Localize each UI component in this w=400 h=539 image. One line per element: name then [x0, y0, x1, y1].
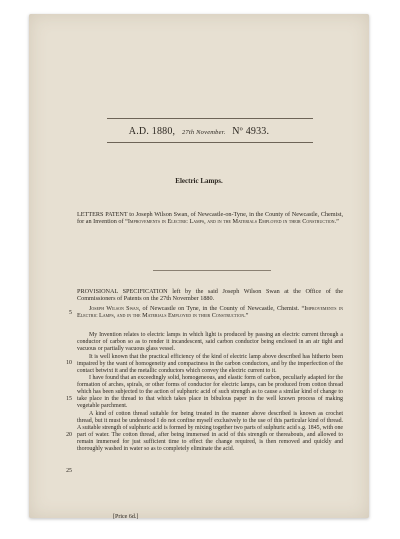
provisional-heading: PROVISIONAL SPECIFICATION left by the said Joseph Wilson Swan at the Office of the Commissioners of Patents on the 27th November 1880. [77, 288, 343, 303]
header-rule-top [107, 118, 313, 119]
patent-header [29, 126, 369, 137]
price-note: [Price 6d.] [113, 514, 139, 520]
applicant-details: , of Newcastle on Tyne, in the County of Newcastle, Chemist. “ [138, 304, 305, 312]
line-number: 15 [66, 396, 72, 402]
letters-patent-tail: ” [336, 218, 339, 226]
line-number: 5 [69, 310, 72, 316]
letters-patent [77, 211, 343, 226]
document-title: Electric Lamps. [175, 177, 223, 185]
paragraph: A kind of cotton thread suitable for being treated in the manner above described is known as crochet thread, but it must be understood I do not confine myself exclusively to the use of this particular kind of thread. A suitable strength of sulphuric acid is formed by mixing together two parts of sulphuric acid s.g. 1845, with one part of water. The cotton thread, after being immersed in acid of this strength or thereabouts, and allowed to remain immersed for just sufficient time to effect the change required, is then removed and quickly and thoroughly washed in water so as to completely eliminate the acid. [77, 411, 344, 453]
section-divider [153, 270, 271, 271]
line-number: 25 [66, 468, 72, 474]
specification-body [77, 332, 343, 454]
line-number: 20 [66, 432, 72, 438]
patent-page [29, 14, 369, 518]
provisional-specification [77, 288, 343, 320]
letters-patent-lead: LETTERS PATENT to Joseph Wilson Swan, of Newcastle-on-Tyne, in the County of Newcastle, Chemist, for an Invention of “ [77, 211, 343, 226]
header-rule-bottom [107, 142, 313, 143]
provisional-intro [77, 305, 343, 320]
paragraph: It is well known that the practical efficiency of the kind of electric lamp above described has hitherto been impaired by the want of homogeneity and compactness in the carbon conductors, and by the imperfection of the contact betwixt it and the metallic conductors which convey the electric current to it. [77, 353, 343, 374]
letters-patent-invention: Improvements in Electric Lamps, and in the Materials Employed in their Construction. [127, 218, 337, 226]
patent-year: A.D. 1880, [128, 126, 176, 137]
applicant-name: Joseph Wilson Swan [89, 304, 139, 312]
paragraph: I have found that an exceedingly solid, homogeneous, and elastic form of carbon, peculiarly adapted for the formation of arches, spirals, or other forms of conductor for electric lamps, can be produced from cotton thread which has been subjected to the action of sulphuric acid of such strength as to cause a similar kind of change to take place in the thread to that which takes place in bibulous paper in the well known process of making vegetable parchment. [77, 375, 343, 410]
line-number: 10 [66, 360, 72, 366]
paragraph: My Invention relates to electric lamps in which light is produced by passing an electric current through a conductor of carbon so as to render it incandescent, said carbon conductor being enclosed in an air tight and vacuous or partially vacuous glass vessel. [77, 332, 343, 353]
patent-number: Nº 4933. [232, 126, 270, 137]
provisional-invention: Improvements in Electric Lamps, and in the Materials Employed in their Construction. [77, 304, 343, 320]
patent-date: 27th November. [181, 129, 226, 136]
provisional-tail: ” [245, 312, 249, 320]
